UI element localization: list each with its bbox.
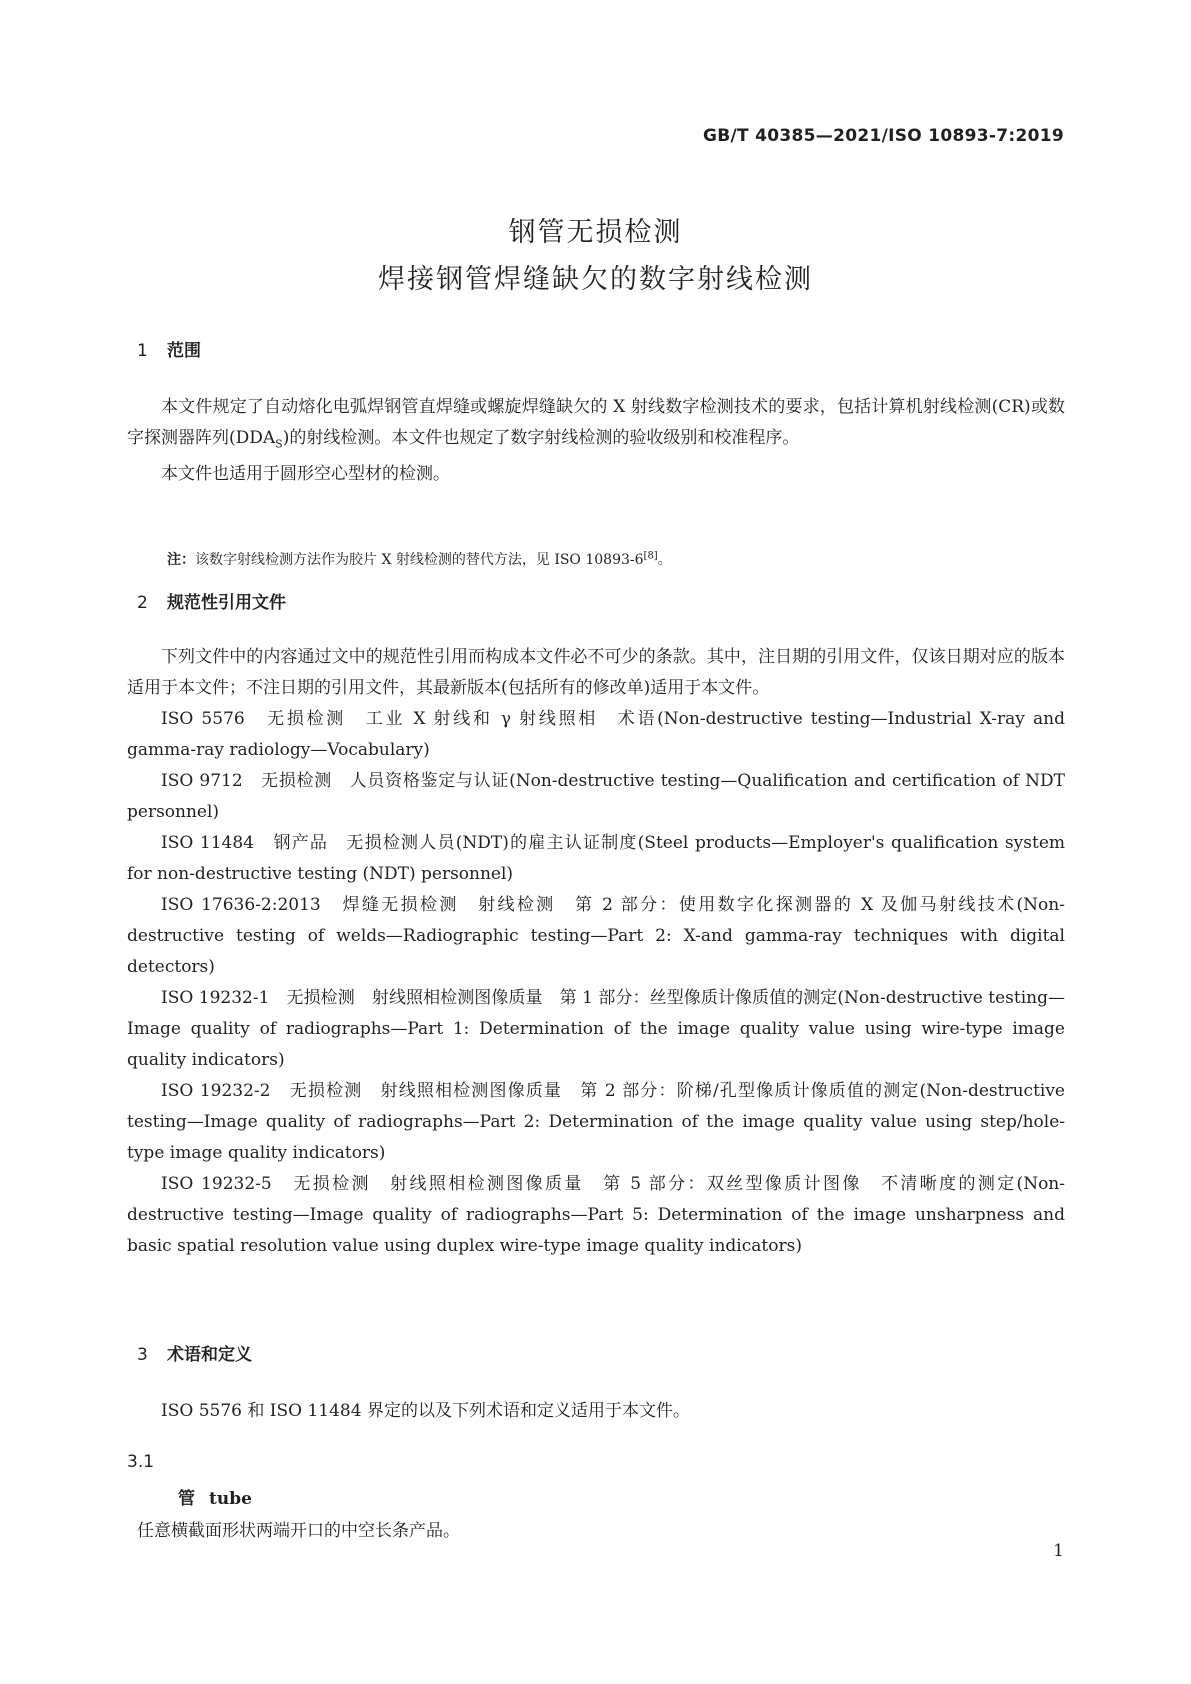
- scope-paragraph: 本文件规定了自动熔化电弧焊钢管直焊缝或螺旋焊缝缺欠的 X 射线数字检测技术的要求，包括计算机射线检测(CR)或数字探测器阵列$(DDA_S)$的射线检测。本文件也规定了数字射线检测的验收级别和校准程序。: [127, 397, 1065, 451]
- section3-title: 术语和定义: [167, 1345, 252, 1365]
- reference-item: ISO 17636-2:2013 焊缝无损检测 射线检测 第 2 部分：使用数字化探测器的 X 及伽马射线技术(Non-destructive testing of welds—Radiographic testing—Part 2: X-and gamma-ray techniques with digital detectors): [127, 895, 1065, 977]
- section1-heading: [137, 336, 201, 361]
- section3-number: 3: [137, 1345, 148, 1365]
- term-heading: [178, 1484, 252, 1509]
- section2-body: [127, 642, 1065, 1262]
- section2-title: 规范性引用文件: [167, 593, 286, 613]
- note-reference: [8]: [643, 550, 658, 562]
- normative-references-intro: 下列文件中的内容通过文中的规范性引用而构成本文件必不可少的条款。其中，注日期的引用文件，仅该日期对应的版本适用于本文件；不注日期的引用文件，其最新版本(包括所有的修改单)适用于本文件。: [127, 647, 1065, 698]
- note-text: 该数字射线检测方法作为胶片 X 射线检测的替代方法，见 ISO 10893-6: [195, 552, 644, 568]
- section1-title: 范围: [167, 341, 201, 361]
- standard-code: GB/T 40385—2021/ISO 10893-7:2019: [703, 126, 1064, 146]
- section3-body: [127, 1396, 1065, 1427]
- section1-number: 1: [137, 341, 148, 361]
- term-number: 3.1: [127, 1452, 155, 1472]
- term-english: tube: [209, 1489, 252, 1509]
- terms-intro: ISO 5576 和 ISO 11484 界定的以及下列术语和定义适用于本文件。: [161, 1401, 690, 1421]
- term-chinese: 管: [178, 1489, 195, 1509]
- term-definition: 任意横截面形状两端开口的中空长条产品。: [137, 1521, 460, 1541]
- section2-number: 2: [137, 593, 148, 613]
- reference-item: ISO 9712 无损检测 人员资格鉴定与认证(Non-destructive testing—Qualification and certification of NDT personnel): [127, 771, 1065, 822]
- reference-item: ISO 19232-2 无损检测 射线照相检测图像质量 第 2 部分：阶梯/孔型像质计像质值的测定(Non-destructive testing—Image quality of radiographs—Part 2: Determination of the image quality value using step/hole-type image quality indicators): [127, 1081, 1065, 1163]
- page-number: 1: [1053, 1541, 1064, 1561]
- reference-item: ISO 5576 无损检测 工业 X 射线和 γ 射线照相 术语(Non-destructive testing—Industrial X-ray and gamma-ray radiology—Vocabulary): [127, 709, 1065, 760]
- note-label: 注：: [167, 552, 195, 568]
- section3-heading: [137, 1340, 252, 1365]
- scope-note: 注：该数字射线检测方法作为胶片 X 射线检测的替代方法，见 ISO 10893-6[8]。: [167, 550, 672, 568]
- document-title-line1: 钢管无损检测: [508, 217, 683, 248]
- scope-paragraph-2: 本文件也适用于圆形空心型材的检测。: [161, 464, 450, 485]
- section2-heading: [137, 588, 286, 613]
- section1-body: [127, 392, 1065, 490]
- reference-item: ISO 19232-5 无损检测 射线照相检测图像质量 第 5 部分：双丝型像质计图像 不清晰度的测定(Non-destructive testing—Image quality of radiographs—Part 5: Determination of the image unsharpness and basic spatial resolution value using duplex wire-type image quality indicators): [127, 1174, 1065, 1256]
- reference-item: ISO 11484 钢产品 无损检测人员(NDT)的雇主认证制度(Steel products—Employer's qualification system for non-destructive testing (NDT) personnel): [127, 833, 1065, 884]
- reference-item: ISO 19232-1 无损检测 射线照相检测图像质量 第 1 部分：丝型像质计像质值的测定(Non-destructive testing—Image quality of radiographs—Part 1: Determination of the image quality value using wire-type image quality indicators): [127, 988, 1065, 1070]
- document-title-line2: 焊接钢管焊缝缺欠的数字射线检测: [378, 264, 813, 295]
